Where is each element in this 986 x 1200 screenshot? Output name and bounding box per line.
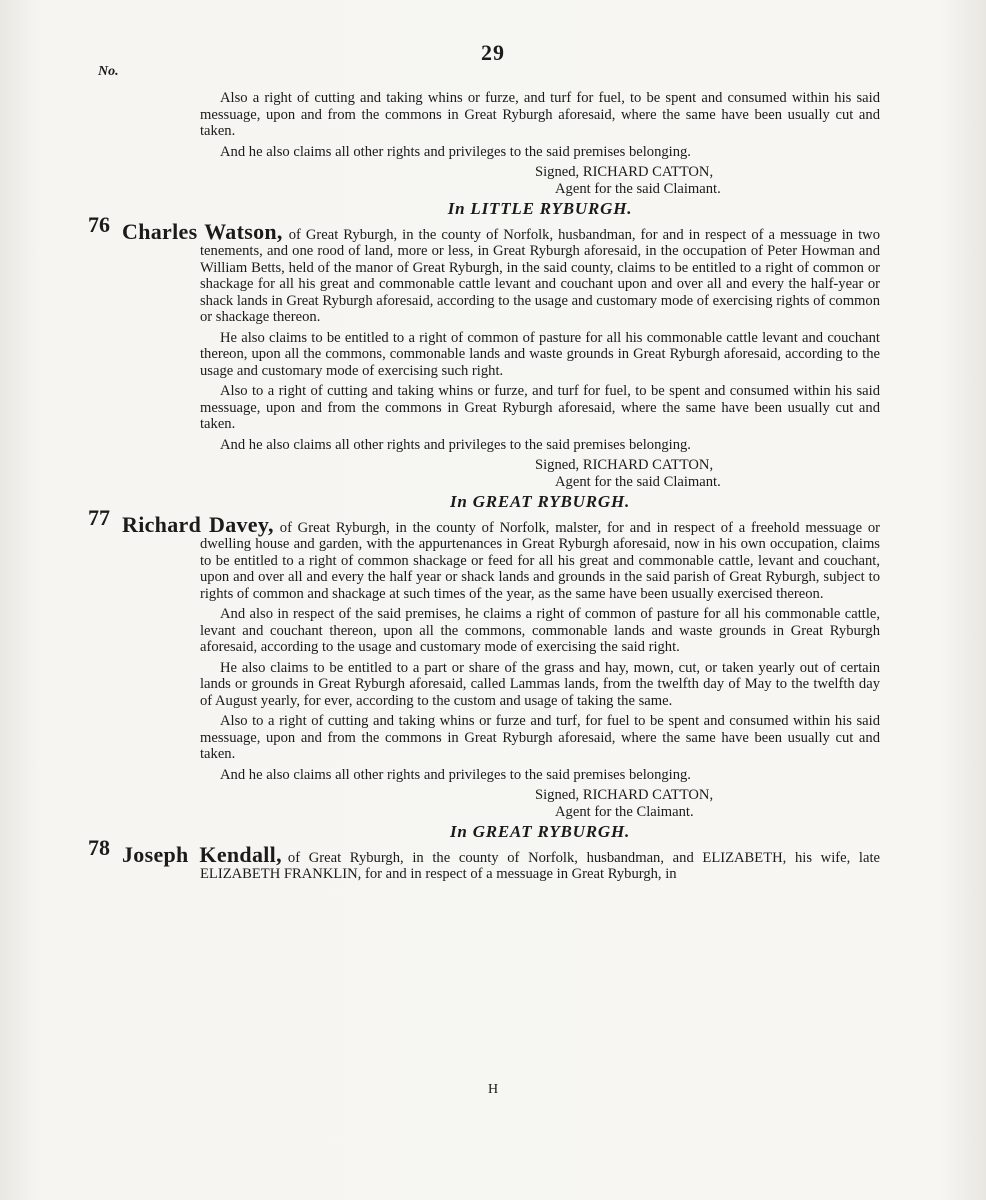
signature-mark: H — [487, 1082, 499, 1097]
claim-first-paragraph — [122, 511, 881, 603]
claim-first-paragraph — [122, 218, 880, 326]
claim-paragraph: Also to a right of cutting and taking whins or furze and turf, for fuel to be spent and consumed within his said messuage, upon and from the commons in Great Ryburgh aforesaid, where the same have been usually cut and taken. — [200, 713, 880, 762]
claim-paragraph: And he also claims all other rights and privileges to the said premises belonging. — [220, 766, 691, 783]
no-label: No. — [98, 64, 119, 79]
claim-text: of Great Ryburgh, in the county of Norfolk, husbandman, and ELIZABETH, his wife, late ELIZABETH FRANKLIN, for and in respect of a messuage in Great Ryburgh, in — [200, 849, 880, 882]
claimant-name: Joseph Kendall, — [122, 841, 282, 867]
claim-number: 78 — [88, 834, 110, 860]
claim-number: 77 — [88, 504, 110, 530]
signed-line: Signed, RICHARD CATTON, — [535, 787, 714, 803]
agent-line: Agent for the Claimant. — [555, 803, 694, 820]
claim-signature — [200, 457, 880, 490]
claim-paragraph: And also in respect of the said premises, he claims a right of common of pasture for all his commonable cattle, levant and couchant thereon, upon all the commons, commonable lands and waste grounds in Great Ryburgh aforesaid, according to the usage and customary mode of exercising the said right. — [200, 606, 880, 655]
claim-first-paragraph — [122, 841, 880, 883]
claim-paragraph: And he also claims all other rights and privileges to the said premises belonging. — [220, 436, 691, 453]
claim-77 — [88, 504, 881, 603]
agent-line: Agent for the said Claimant. — [555, 180, 721, 197]
claim-text: of Great Ryburgh, in the county of Norfolk, husbandman, for and in respect of a messuage in two tenements, and one rood of land, more or less, in Great Ryburgh aforesaid, in the occupation of Peter Howman and William Betts, held of the manor of Great Ryburgh, in the said county, claims to be entitled to a right of common or shackage for all his great and commonable cattle levant and couchant upon and over all and every the half-year or shack lands in Great Ryburgh aforesaid, according to the usage and customary mode of exercising rights of common or shackage thereon. — [200, 226, 880, 325]
claimant-name: Richard Davey, — [122, 511, 274, 537]
claim-78 — [88, 834, 880, 883]
page-content — [88, 90, 881, 887]
section-heading: In LITTLE RYBURGH. — [447, 199, 633, 218]
claim-number: 76 — [88, 211, 110, 237]
claim-signature — [200, 787, 880, 820]
signed-line: Signed, RICHARD CATTON, — [535, 164, 714, 180]
page-number: 29 — [481, 40, 505, 65]
section-heading: In GREAT RYBURGH. — [449, 492, 631, 511]
intro-paragraph-1: Also a right of cutting and taking whins or furze, and turf for fuel, to be spent and consumed within his said messuage, upon and from the commons in Great Ryburgh aforesaid, where the same have been usually cut and taken. — [200, 90, 880, 139]
claim-text: of Great Ryburgh, in the county of Norfolk, malster, for and in respect of a freehold messuage or dwelling house and garden, with the appurtenances in Great Ryburgh aforesaid, now in his own occupation, claims to be entitled to a right of common shackage or feed for all his great and commonable cattle, levant and couchant, upon and over all and every the half year or shack lands and grounds in the said parish of Great Ryburgh, subject to rights of common and shackage at such times of the year, as the same have been usually exercised thereon. — [200, 519, 881, 602]
claim-76 — [88, 211, 880, 326]
claim-paragraph: He also claims to be entitled to a part or share of the grass and hay, mown, cut, or taken yearly out of certain lands or grounds in Great Ryburgh aforesaid, called Lammas lands, from the twelfth day of May to the twelfth day of August yearly, for ever, according to the custom and usage of taking the same. — [200, 659, 880, 709]
intro-signature — [200, 164, 880, 197]
claim-section-77 — [88, 492, 881, 820]
intro-paragraph-2: And he also claims all other rights and privileges to the said premises belonging. — [220, 143, 691, 160]
claim-paragraph: He also claims to be entitled to a right of common of pasture for all his commonable cattle levant and couchant thereon, upon all the commons, commonable lands and waste grounds in Great Ryburgh aforesaid, according to the usage and customary mode of exercising such right. — [200, 329, 880, 379]
agent-line: Agent for the said Claimant. — [555, 473, 721, 490]
claimant-name: Charles Watson, — [122, 218, 283, 244]
intro-block — [200, 90, 880, 197]
claim-paragraph: Also to a right of cutting and taking whins or furze, and turf for fuel, to be spent and consumed within his said messuage, upon and from the commons in Great Ryburgh aforesaid, where the same have been usually cut and taken. — [200, 383, 880, 432]
section-heading: In GREAT RYBURGH. — [449, 822, 631, 841]
claim-section-76 — [88, 199, 880, 490]
claim-section-78 — [88, 822, 880, 883]
signed-line: Signed, RICHARD CATTON, — [535, 457, 714, 473]
